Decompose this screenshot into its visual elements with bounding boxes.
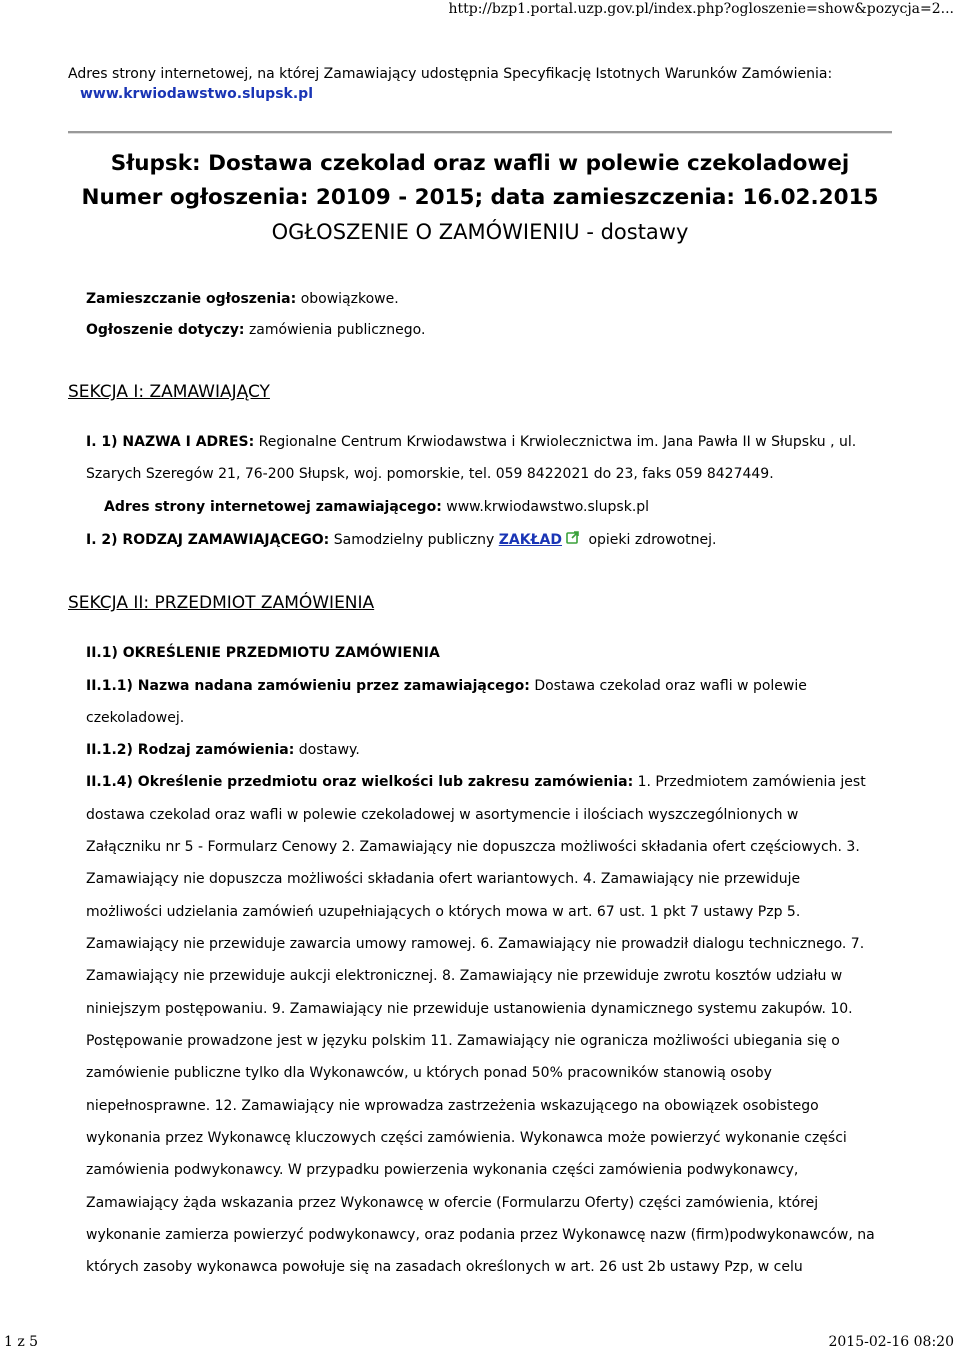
description-line: Zamawiający żąda wskazania przez Wykonawcę w ofercie (Formularzu Oferty) części zamówienia, której <box>86 1195 819 1211</box>
order-name-label: II.1.1) Nazwa nadana zamówieniu przez zamawiającego: <box>86 678 530 694</box>
concerns-row <box>86 320 425 340</box>
order-kind-value: dostawy. <box>298 742 360 758</box>
section-2-subheading: II.1) OKREŚLENIE PRZEDMIOTU ZAMÓWIENIA <box>86 645 440 661</box>
concerns-value: zamówienia publicznego. <box>248 322 426 338</box>
zaklad-link[interactable]: ZAKŁAD <box>498 532 563 548</box>
order-name-continued: czekoladowej. <box>86 710 185 726</box>
zamawiajacy-name-label: I. 1) NAZWA I ADRES: <box>86 434 255 450</box>
description-line: zamówienie publiczne tylko dla Wykonawców, u których ponad 50% pracowników stanowią osoby <box>86 1065 772 1081</box>
description-line: dostawa czekolad oraz wafli w polewie czekoladowej w asortymencie i ilościach wyszczególnionych w <box>86 807 799 823</box>
announcement-number: Numer ogłoszenia: 20109 - 2015; data zamieszczenia: 16.02.2015 <box>81 185 879 210</box>
zamawiajacy-address: Szarych Szeregów 21, 76-200 Słupsk, woj. pomorskie, tel. 059 8422021 do 23, faks 059 8427449. <box>86 466 774 482</box>
zamawiajacy-type-row <box>86 530 716 550</box>
order-description-label: II.1.4) Określenie przedmiotu oraz wielkości lub zakresu zamówienia: <box>86 774 634 790</box>
print-timestamp: 2015-02-16 08:20 <box>828 1334 954 1350</box>
zamawiajacy-name-row <box>86 432 856 452</box>
description-line: wykonanie zamierza powierzyć podwykonawcy, oraz podania przez Wykonawcę nazw (firm)podwykonawców, na <box>86 1227 875 1243</box>
external-link-icon[interactable] <box>566 530 580 550</box>
order-name-row <box>86 676 807 696</box>
order-kind-label: II.1.2) Rodzaj zamówienia: <box>86 742 295 758</box>
description-line: Zamawiający nie przewiduje aukcji elektronicznej. 8. Zamawiający nie przewiduje zwrotu kosztów udziału w <box>86 968 843 984</box>
zamawiajacy-type-before: Samodzielny publiczny <box>333 532 495 548</box>
spec-url-link[interactable]: www.krwiodawstwo.slupsk.pl <box>80 86 313 102</box>
description-line: Zamawiający nie dopuszcza możliwości składania ofert wariantowych. 4. Zamawiający nie przewiduje <box>86 871 801 887</box>
description-line: Postępowanie prowadzone jest w języku polskim 11. Zamawiający nie ogranicza możliwości ubiegania się o <box>86 1033 840 1049</box>
zamawiajacy-website-row <box>104 497 649 517</box>
announcement-subtitle: OGŁOSZENIE O ZAMÓWIENIU - dostawy <box>271 220 689 244</box>
description-line: możliwości udzielania zamówień uzupełniających o których mowa w art. 67 ust. 1 pkt 7 ustawy Pzp 5. <box>86 904 801 920</box>
placing-row <box>86 289 399 309</box>
zamawiajacy-website-value: www.krwiodawstwo.slupsk.pl <box>446 499 650 515</box>
zamawiajacy-website-label: Adres strony internetowej zamawiającego: <box>104 499 442 515</box>
zamawiajacy-name-value: Regionalne Centrum Krwiodawstwa i Krwiolecznictwa im. Jana Pawła II w Słupsku , ul. <box>258 434 857 450</box>
print-header-url: http://bzp1.portal.uzp.gov.pl/index.php?ogloszenie=show&pozycja=2... <box>448 1 954 17</box>
header-divider <box>68 131 892 134</box>
order-description-first: 1. Przedmiotem zamówienia jest <box>637 774 866 790</box>
description-line: których zasoby wykonawca powołuje się na zasadach określonych w art. 26 ust 2b ustawy Pzp, w celu <box>86 1259 803 1275</box>
zamawiajacy-type-after: opieki zdrowotnej. <box>588 532 717 548</box>
zamawiajacy-type-label: I. 2) RODZAJ ZAMAWIAJĄCEGO: <box>86 532 330 548</box>
description-line: niniejszym postępowaniu. 9. Zamawiający nie przewiduje ustanowienia dynamicznego systemu zakupów. 10. <box>86 1001 853 1017</box>
order-kind-row <box>86 740 360 760</box>
description-line: niepełnosprawne. 12. Zamawiający nie wprowadza zastrzeżenia wskazującego na obowiązek osobistego <box>86 1098 819 1114</box>
description-line: zamówienia podwykonawcy. W przypadku powierzenia wykonania części zamówienia podwykonawcy, <box>86 1162 799 1178</box>
spec-text: Adres strony internetowej, na której Zamawiający udostępnia Specyfikację Istotnych Warunków Zamówienia: <box>68 66 833 82</box>
description-line: Zamawiający nie przewiduje zawarcia umowy ramowej. 6. Zamawiający nie prowadził dialogu technicznego. 7. <box>86 936 865 952</box>
page-title: Słupsk: Dostawa czekolad oraz wafli w polewie czekoladowej <box>110 151 850 176</box>
description-line: wykonania przez Wykonawcę kluczowych części zamówienia. Wykonawca może powierzyć wykonanie części <box>86 1130 847 1146</box>
placing-label: Zamieszczanie ogłoszenia: <box>86 291 297 307</box>
section-1-heading: SEKCJA I: ZAMAWIAJĄCY <box>68 382 270 402</box>
order-description-row <box>86 772 866 792</box>
concerns-label: Ogłoszenie dotyczy: <box>86 322 245 338</box>
page-counter: 1 z 5 <box>4 1334 39 1350</box>
placing-value: obowiązkowe. <box>300 291 399 307</box>
section-2-heading: SEKCJA II: PRZEDMIOT ZAMÓWIENIA <box>68 593 375 613</box>
order-name-value: Dostawa czekolad oraz wafli w polewie <box>534 678 807 694</box>
description-line: Załączniku nr 5 - Formularz Cenowy 2. Zamawiający nie dopuszcza możliwości składania ofert częściowych. 3. <box>86 839 860 855</box>
